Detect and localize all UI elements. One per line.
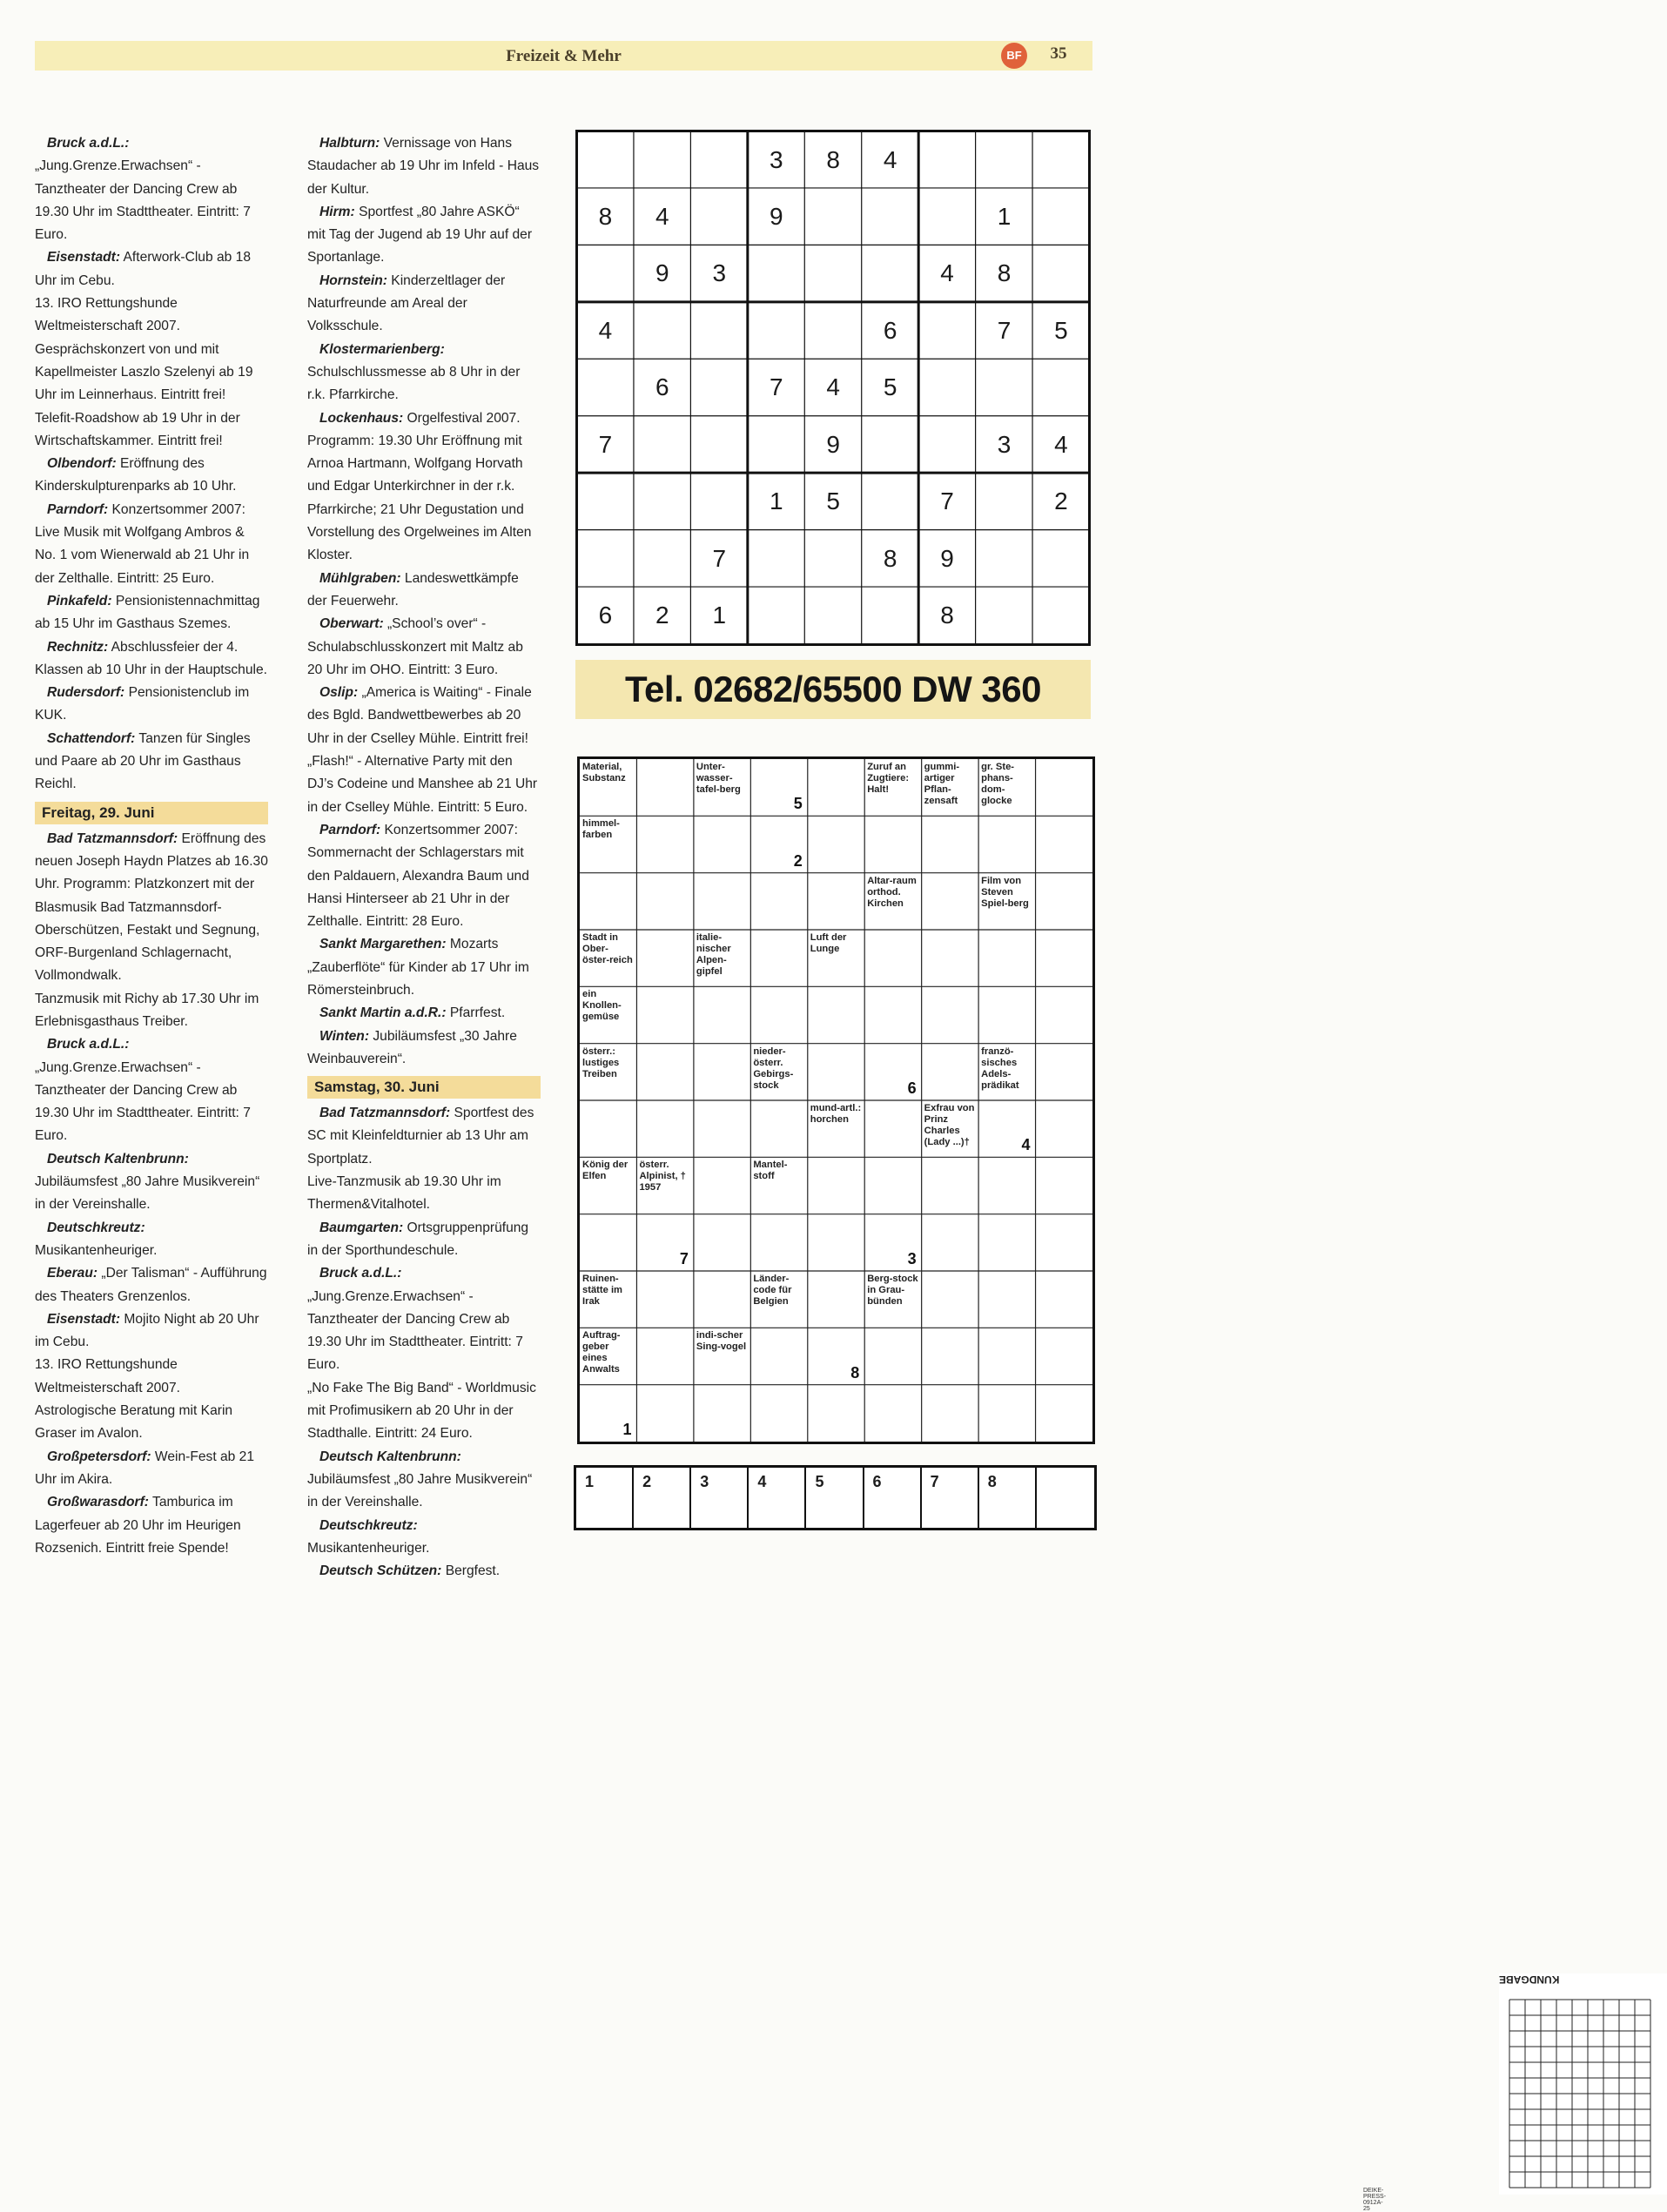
event-text: „Jung.Grenze.Erwachsen“ - Tanztheater der Dancing Crew ab 19.30 Uhr im Stadttheater. Eintritt: 7 Euro.: [35, 1059, 251, 1144]
sudoku-cell: 8: [598, 202, 613, 230]
sudoku-cell: [918, 131, 976, 189]
event-entry: [35, 132, 268, 246]
mirrored-solution-grid: [1499, 1973, 1667, 2195]
sudoku-cell: [748, 587, 805, 644]
event-entry: [307, 1262, 541, 1376]
event-entry: [307, 613, 541, 682]
event-entry: [35, 988, 268, 1034]
event-entry: [35, 246, 268, 292]
event-entry: [307, 1515, 541, 1561]
crossword-clue: mund-artl.: horchen: [810, 1103, 862, 1125]
event-text: Jubiläumsfest „80 Jahre Musikverein“ in der Vereinshalle.: [307, 1471, 533, 1510]
sudoku-cell: [804, 302, 862, 360]
event-text: 13. IRO Rettungshunde Weltmeisterschaft 2007.: [35, 1357, 180, 1395]
day-heading: Freitag, 29. Juni: [35, 802, 268, 824]
event-entry: [35, 1446, 268, 1492]
event-entry: [307, 682, 541, 819]
sudoku-cell: [634, 131, 691, 189]
event-entry: [35, 636, 268, 682]
sudoku-puzzle: [575, 130, 1091, 646]
solution-number: 1: [622, 1421, 632, 1438]
event-place: Deutsch Schützen:: [319, 1563, 442, 1579]
sudoku-cell: 7: [712, 544, 727, 572]
event-place: Eisenstadt:: [47, 1311, 121, 1327]
crossword-clue: Unter-wasser-tafel-berg: [696, 762, 741, 795]
sudoku-cell: [690, 302, 748, 360]
crossword-clue: Stadt in Ober-öster-reich: [582, 932, 633, 965]
event-entry: [307, 568, 541, 614]
solution-cell-number: 4: [757, 1473, 767, 1490]
event-entry: [35, 1308, 268, 1355]
event-text: Pensionistenclub im KUK.: [35, 685, 250, 723]
sudoku-cell: 7: [997, 316, 1012, 344]
event-entry: [307, 270, 541, 339]
event-text: Tanzmusik mit Richy ab 17.30 Uhr im Erlebnisgasthaus Treiber.: [35, 991, 259, 1029]
event-place: Mühlgraben:: [319, 570, 401, 586]
event-text: Tamburica im Lagerfeuer ab 20 Uhr im Heurigen Rozsenich. Eintritt freie Spende!: [35, 1495, 241, 1556]
event-text: Orgelfestival 2007. Programm: 19.30 Uhr Eröffnung mit Arnoa Hartmann, Wolfgang Horvath und Edgar Unterkirchner in der r.k. Pfarrkirche; 21 Uhr Degustation und Vorstellung des Orgelweines im Alten Kloster.: [307, 410, 532, 563]
event-text: Pensionistennachmittag ab 15 Uhr im Gasthaus Szemes.: [35, 593, 260, 632]
event-entry: [307, 339, 541, 407]
event-text: 13. IRO Rettungshunde Weltmeisterschaft 2007.: [35, 296, 180, 334]
crossword-clue: österr. Alpinist, † 1957: [639, 1160, 686, 1193]
sudoku-cell: 8: [940, 602, 954, 629]
sudoku-cell: [976, 131, 1033, 189]
sudoku-cell: 6: [598, 602, 613, 629]
sudoku-cell: 4: [1054, 430, 1068, 458]
event-place: Bruck a.d.L.:: [47, 136, 130, 151]
event-entry: [307, 1025, 541, 1072]
event-entry: [307, 1560, 541, 1583]
event-entry: [35, 1354, 268, 1400]
sudoku-cell: [804, 530, 862, 588]
event-entry: [35, 499, 268, 590]
event-entry: [35, 292, 268, 339]
event-text: Astrologische Beratung mit Karin Graser im Avalon.: [35, 1403, 233, 1442]
solution-cell-number: 6: [872, 1473, 882, 1490]
sudoku-cell: [1032, 587, 1090, 644]
solution-number: 2: [793, 851, 803, 870]
event-place: Deutsch Kaltenbrunn:: [47, 1151, 189, 1167]
event-text: „Der Talisman“ - Aufführung des Theaters Grenzenlos.: [35, 1266, 267, 1304]
event-place: Winten:: [319, 1028, 370, 1044]
solution-cell: [864, 1468, 922, 1528]
event-text: Wein-Fest ab 21 Uhr im Akira.: [35, 1449, 255, 1487]
event-text: Mozarts „Zauberflöte“ für Kinder ab 17 Uhr im Römersteinbruch.: [307, 937, 529, 998]
event-entry: [35, 1148, 268, 1217]
event-text: Bergfest.: [441, 1563, 501, 1579]
sudoku-cell: [690, 416, 748, 474]
event-entry: [307, 1002, 541, 1025]
solution-number: 5: [793, 795, 803, 813]
sudoku-cell: [690, 131, 748, 189]
event-entry: [35, 407, 268, 454]
solution-number: 7: [679, 1250, 689, 1267]
event-place: Baumgarten:: [319, 1220, 404, 1235]
event-place: Lockenhaus:: [319, 410, 404, 426]
sudoku-cell: 9: [769, 202, 783, 230]
crossword-clue: Länder-code für Belgien: [753, 1274, 792, 1307]
event-text: „America is Waiting“ - Finale des Bgld. Bandwettbewerbes ab 20 Uhr in der Cselley Mühle. Eintritt frei! „Flash!“ - Alternative Party mit den DJ’s Codeine und Manshee ab 21 Uhr in der Cselley Mühle. Eintritt: 5 Euro.: [307, 685, 538, 815]
event-place: Großwarasdorf:: [47, 1495, 149, 1510]
event-text: Telefit-Roadshow ab 19 Uhr in der Wirtschaftskammer. Eintritt frei!: [35, 410, 240, 448]
solution-strip: [574, 1465, 1097, 1530]
solution-cell: [806, 1468, 864, 1528]
solution-number: 8: [850, 1363, 860, 1382]
sudoku-cell: [918, 188, 976, 245]
crossword-clue: König der Elfen: [582, 1160, 628, 1182]
event-entry: [307, 1217, 541, 1263]
crossword-clue: Auftrag-geber eines Anwalts: [582, 1330, 621, 1375]
event-text: Tanzen für Singles und Paare ab 20 Uhr im Gasthaus Reichl.: [35, 730, 251, 792]
event-text: Eröffnung des neuen Joseph Haydn Platzes ab 16.30 Uhr. Programm: Platzkonzert mit der Blasmusik Bad Tatzmannsdorf-Oberschützen, Festakt und Segnung, ORF-Burgenland Schlagernacht, Vollmondwalk.: [35, 830, 268, 984]
sudoku-cell: [577, 530, 635, 588]
sudoku-cell: [577, 131, 635, 189]
event-entry: [307, 819, 541, 933]
event-text: Vernissage von Hans Staudacher ab 19 Uhr im Infeld - Haus der Kultur.: [307, 136, 540, 197]
event-place: Eberau:: [47, 1266, 98, 1281]
sudoku-cell: 1: [769, 487, 783, 515]
event-entry: [307, 1102, 541, 1171]
event-text: Ortsgruppenprüfung in der Sporthundeschule.: [307, 1220, 529, 1258]
event-text: Pfarrfest.: [446, 1005, 506, 1021]
event-text: Live-Tanzmusik ab 19.30 Uhr im Thermen&Vitalhotel.: [307, 1174, 501, 1213]
crossword-clue: nieder-österr. Gebirgs-stock: [753, 1045, 794, 1091]
sudoku-cell: [748, 302, 805, 360]
sudoku-cell: [862, 587, 919, 644]
sudoku-cell: [804, 245, 862, 302]
sudoku-cell: [862, 416, 919, 474]
event-entry: [35, 1262, 268, 1308]
solution-cell-number: 8: [987, 1473, 997, 1490]
sudoku-cell: 9: [826, 430, 840, 458]
sudoku-cell: 6: [655, 373, 669, 401]
crossword-clue: österr.: lustiges Treiben: [582, 1045, 620, 1079]
crossword-clue: gummi-artiger Pflan-zensaft: [924, 762, 960, 806]
sudoku-cell: [1032, 131, 1090, 189]
sudoku-cell: 4: [940, 259, 954, 287]
event-place: Parndorf:: [319, 822, 381, 837]
sudoku-cell: [976, 587, 1033, 644]
event-entry: [307, 132, 541, 201]
event-text: „No Fake The Big Band“ - Worldmusic mit Profimusikern ab 20 Uhr in der Stadthalle. Eintritt: 24 Euro.: [307, 1380, 536, 1442]
sudoku-cell: [1032, 359, 1090, 416]
event-place: Deutschkreutz:: [319, 1517, 418, 1533]
event-text: Kinderzeltlager der Naturfreunde am Areal der Volksschule.: [307, 272, 506, 334]
event-text: Schulschlussmesse ab 8 Uhr in der r.k. Pfarrkirche.: [307, 364, 521, 403]
bf-logo-icon: BF: [1001, 43, 1027, 69]
sudoku-cell: 5: [1054, 316, 1068, 344]
sudoku-cell: [690, 359, 748, 416]
solution-cell: [979, 1468, 1037, 1528]
sudoku-cell: [1032, 530, 1090, 588]
day-heading: Samstag, 30. Juni: [307, 1076, 541, 1099]
event-text: Jubiläumsfest „30 Jahre Weinbauverein“.: [307, 1028, 517, 1066]
event-place: Pinkafeld:: [47, 593, 112, 608]
event-place: Schattendorf:: [47, 730, 136, 746]
sudoku-cell: [748, 416, 805, 474]
sudoku-cell: [976, 473, 1033, 530]
crossword-clue: Altar-raum orthod. Kirchen: [867, 875, 917, 909]
event-text: Mojito Night ab 20 Uhr im Cebu.: [35, 1311, 259, 1350]
phone-banner: Tel. 02682/65500 DW 360: [575, 660, 1091, 719]
crossword-grid: [580, 759, 1092, 1442]
event-place: Deutsch Kaltenbrunn:: [319, 1449, 461, 1464]
event-place: Parndorf:: [47, 501, 109, 517]
sudoku-cell: [634, 530, 691, 588]
solution-cell: [691, 1468, 749, 1528]
sudoku-cell: 8: [997, 259, 1012, 287]
sudoku-cell: [804, 587, 862, 644]
event-place: Bruck a.d.L.:: [47, 1037, 130, 1052]
event-text: Abschlussfeier der 4. Klassen ab 10 Uhr in der Hauptschule.: [35, 639, 267, 677]
event-entry: [307, 1171, 541, 1217]
crossword-clue: Ruinen-stätte im Irak: [582, 1274, 623, 1307]
kundgabe-answer-box: [1499, 1973, 1667, 2195]
event-text: Gesprächskonzert von und mit Kapellmeister Laszlo Szelenyi ab 19 Uhr im Leinnerhaus. Eintritt frei!: [35, 341, 253, 403]
sudoku-cell: [918, 302, 976, 360]
sudoku-cell: [634, 416, 691, 474]
sudoku-cell: 3: [997, 430, 1012, 458]
sudoku-cell: 9: [940, 544, 954, 572]
event-text: Musikantenheuriger.: [307, 1540, 430, 1556]
crossword-clue: franzö-sisches Adels-prädikat: [981, 1045, 1019, 1091]
crossword-clue: Mantel-stoff: [753, 1160, 788, 1182]
events-column-left: [35, 132, 268, 1560]
section-header: [35, 41, 1092, 71]
crossword-clue: himmel-farben: [582, 818, 620, 841]
sudoku-cell: 5: [826, 487, 840, 515]
sudoku-cell: [577, 359, 635, 416]
sudoku-cell: 8: [826, 145, 840, 173]
sudoku-cell: [577, 473, 635, 530]
event-entry: [35, 339, 268, 407]
crossword-clue: Zuruf an Zugtiere: Halt!: [867, 762, 910, 795]
sudoku-cell: 4: [655, 202, 669, 230]
crossword-clue: Exfrau von Prinz Charles (Lady ...)†: [924, 1103, 975, 1147]
event-place: Deutschkreutz:: [47, 1220, 145, 1235]
event-entry: [35, 1400, 268, 1446]
sudoku-cell: [634, 473, 691, 530]
sudoku-cell: 7: [598, 430, 613, 458]
event-place: Hirm:: [319, 204, 355, 219]
event-text: Musikantenheuriger.: [35, 1242, 158, 1258]
event-place: Eisenstadt:: [47, 250, 121, 266]
sudoku-cell: [862, 188, 919, 245]
sudoku-cell: [804, 188, 862, 245]
crossword-clue: gr. Ste-phans-dom-glocke: [981, 762, 1015, 806]
solution-cell-number: 7: [930, 1473, 939, 1490]
event-entry: [307, 407, 541, 568]
event-entry: [35, 453, 268, 499]
event-entry: [307, 1377, 541, 1446]
sudoku-cell: 7: [940, 487, 954, 515]
sudoku-cell: 7: [769, 373, 783, 401]
event-place: Bad Tatzmannsdorf:: [319, 1106, 451, 1121]
event-place: Sankt Martin a.d.R.:: [319, 1005, 447, 1021]
sudoku-cell: 1: [997, 202, 1012, 230]
sudoku-cell: 8: [883, 544, 897, 572]
solution-cell: [922, 1468, 979, 1528]
event-entry: [35, 828, 268, 988]
event-entry: [307, 933, 541, 1002]
event-entry: [307, 201, 541, 270]
solution-number: 4: [1021, 1136, 1031, 1154]
crossword-clue: ein Knollen-gemüse: [582, 989, 622, 1023]
event-entry: [35, 728, 268, 797]
sudoku-cell: [918, 359, 976, 416]
sudoku-cell: 2: [655, 602, 669, 629]
sudoku-cell: [690, 473, 748, 530]
crossword-clue: Berg-stock in Grau-bünden: [867, 1274, 918, 1307]
kundgabe-label: KUNDGABE: [1499, 1973, 1560, 1986]
solution-cell-number: 2: [642, 1473, 652, 1490]
event-entry: [35, 682, 268, 728]
solution-cell-number: 1: [585, 1473, 595, 1490]
crossword-clue: Film von Steven Spiel-berg: [981, 875, 1029, 909]
event-text: Jubiläumsfest „80 Jahre Musikverein“ in der Vereinshalle.: [35, 1174, 260, 1213]
sudoku-cell: [1032, 188, 1090, 245]
sudoku-cell: 4: [883, 145, 897, 173]
event-text: „School’s over“ - Schulabschlusskonzert mit Maltz ab 20 Uhr im OHO. Eintritt: 3 Euro.: [307, 616, 523, 677]
crossword-puzzle: [577, 756, 1560, 2212]
event-entry: [307, 1446, 541, 1515]
crossword-clue: italie-nischer Alpen-gipfel: [696, 932, 731, 977]
events-column-middle: [307, 132, 541, 1583]
sudoku-cell: 3: [712, 259, 727, 287]
sudoku-cell: 9: [655, 259, 669, 287]
sudoku-cell: 1: [712, 602, 727, 629]
event-text: Afterwork-Club ab 18 Uhr im Cebu.: [35, 250, 252, 288]
event-text: Sportfest des SC mit Kleinfeldturnier ab 13 Uhr am Sportplatz.: [307, 1106, 534, 1167]
solution-cell-number: 3: [700, 1473, 709, 1490]
sudoku-cell: [577, 245, 635, 302]
event-text: „Jung.Grenze.Erwachsen“ - Tanztheater der Dancing Crew ab 19.30 Uhr im Stadttheater. Eintritt: 7 Euro.: [35, 158, 251, 243]
event-text: Sportfest „80 Jahre ASKÖ“ mit Tag der Jugend ab 19 Uhr auf der Sportanlage.: [307, 204, 533, 266]
sudoku-cell: [690, 188, 748, 245]
event-text: „Jung.Grenze.Erwachsen“ - Tanztheater der Dancing Crew ab 19.30 Uhr im Stadttheater. Eintritt: 7 Euro.: [307, 1288, 523, 1373]
sudoku-cell: [862, 473, 919, 530]
solution-cell: [749, 1468, 806, 1528]
event-place: Rudersdorf:: [47, 685, 125, 701]
sudoku-cell: 2: [1054, 487, 1068, 515]
sudoku-cell: [862, 245, 919, 302]
event-text: Konzertsommer 2007: Live Musik mit Wolfgang Ambros & No. 1 vom Wienerwald ab 21 Uhr in der Zelthalle. Eintritt: 25 Euro.: [35, 501, 250, 586]
solution-cell: [576, 1468, 634, 1528]
event-entry: [35, 590, 268, 636]
sudoku-cell: 6: [883, 316, 897, 344]
sudoku-cell: 3: [769, 145, 783, 173]
sudoku-cell: [748, 530, 805, 588]
sudoku-cell: 5: [883, 373, 897, 401]
crossword-clue: indi-scher Sing-vogel: [696, 1330, 747, 1353]
sudoku-cell: 4: [598, 316, 613, 344]
section-title: Freizeit & Mehr: [506, 47, 622, 65]
event-place: Hornstein:: [319, 272, 387, 288]
sudoku-cell: [918, 416, 976, 474]
event-place: Oberwart:: [319, 616, 384, 632]
sudoku-cell: [1032, 245, 1090, 302]
event-place: Bruck a.d.L.:: [319, 1266, 402, 1281]
sudoku-cell: [748, 245, 805, 302]
solution-cell-number: 5: [815, 1473, 824, 1490]
sudoku-cell: 4: [826, 373, 840, 401]
solution-cell: [634, 1468, 691, 1528]
sudoku-cell: [976, 530, 1033, 588]
event-text: Landeswettkämpfe der Feuerwehr.: [307, 570, 519, 608]
press-code: DEIKE-PRESS-0912A-25: [1363, 2188, 1387, 2212]
event-text: Konzertsommer 2007: Sommernacht der Schlagerstars mit den Paldauern, Alexandra Baum und Hansi Hinterseer ab 21 Uhr in der Zelthalle. Eintritt: 28 Euro.: [307, 822, 529, 930]
crossword-clue: Material, Substanz: [582, 762, 626, 783]
event-place: Großpetersdorf:: [47, 1449, 151, 1464]
event-place: Olbendorf:: [47, 456, 117, 472]
event-entry: [35, 1491, 268, 1560]
event-entry: [35, 1033, 268, 1147]
event-text: Eröffnung des Kinderskulpturenparks ab 10 Uhr.: [35, 456, 237, 494]
crossword-clue: Luft der Lunge: [810, 932, 847, 954]
solution-number: 3: [907, 1250, 917, 1267]
event-place: Klostermarienberg:: [319, 341, 445, 357]
event-entry: [35, 1217, 268, 1263]
page-number: 35: [1050, 44, 1067, 63]
sudoku-cell: [634, 302, 691, 360]
solution-number: 6: [907, 1079, 917, 1097]
event-place: Halbturn:: [319, 136, 380, 151]
sudoku-cell: [976, 359, 1033, 416]
event-place: Sankt Margarethen:: [319, 937, 447, 952]
event-place: Oslip:: [319, 685, 359, 701]
event-place: Bad Tatzmannsdorf:: [47, 830, 178, 846]
event-place: Rechnitz:: [47, 639, 109, 655]
